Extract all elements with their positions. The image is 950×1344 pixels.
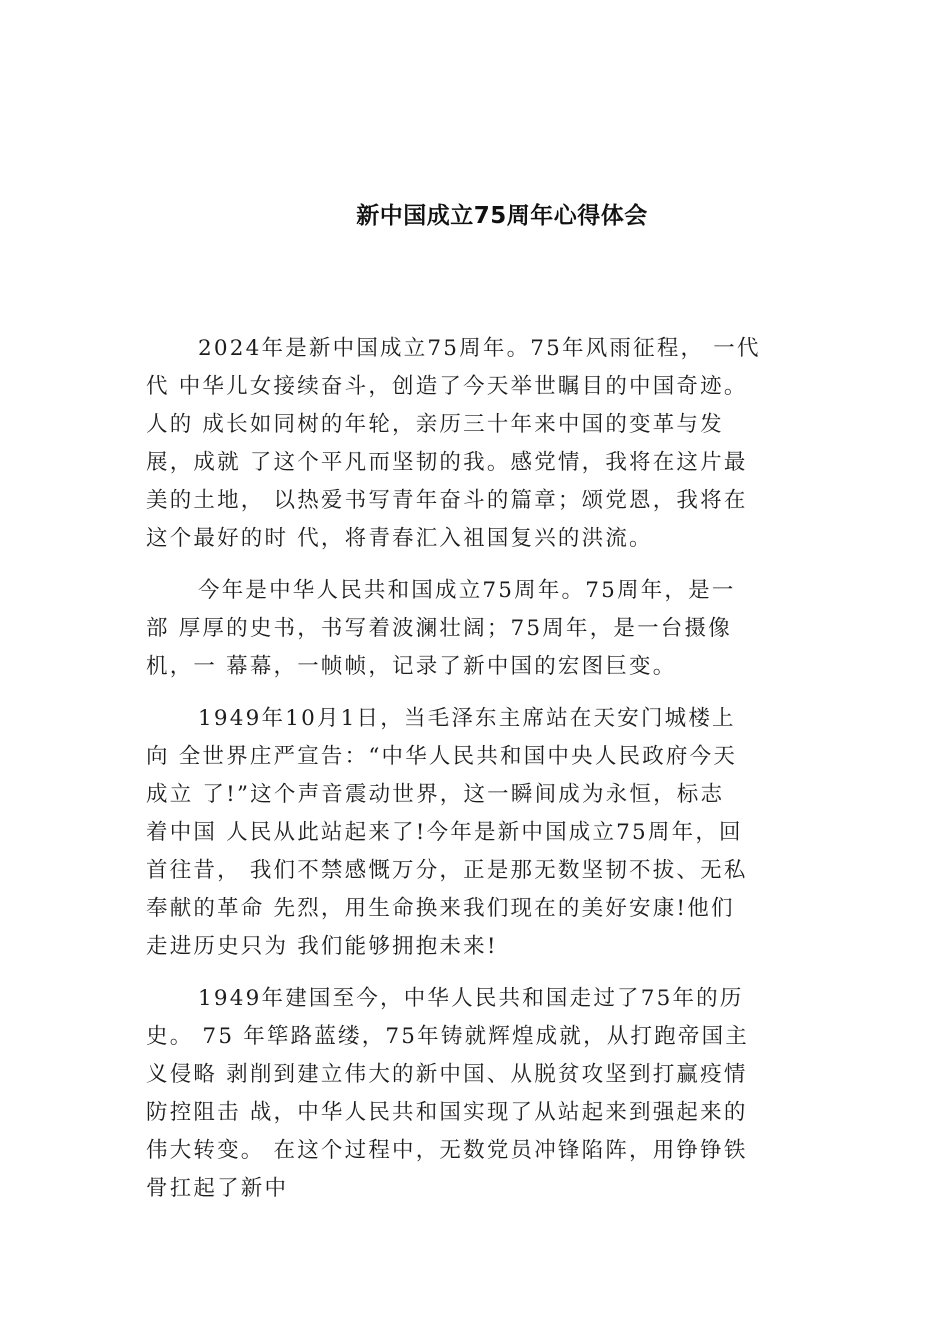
- document-body: [146, 330, 802, 1222]
- text-line: 成立 了!”这个声音震动世界，这一瞬间成为永恒，标志: [146, 782, 725, 807]
- text-line: 今年是中华人民共和国成立75周年。75周年，是一: [198, 578, 736, 603]
- text-line: 1949年建国至今，中华人民共和国走过了75年的历: [198, 986, 744, 1011]
- text-line: 美的土地， 以热爱书写青年奋斗的篇章；颂党恩，我将在: [146, 488, 748, 513]
- paragraph-1: [146, 330, 802, 558]
- text-line: 奉献的革命 先烈，用生命换来我们现在的美好安康!他们: [146, 896, 735, 921]
- text-line: 首往昔， 我们不禁感慨万分，正是那无数坚韧不拔、无私: [146, 858, 748, 883]
- document-title: 新中国成立75周年心得体会: [356, 203, 648, 229]
- text-line: 1949年10月1日，当毛泽东主席站在天安门城楼上: [198, 706, 736, 731]
- text-line: 骨扛起了新中: [146, 1176, 289, 1201]
- text-line: 人的 成长如同树的年轮，亲历三十年来中国的变革与发: [146, 412, 724, 437]
- text-line: 代 中华儿女接续奋斗，创造了今天举世瞩目的中国奇迹。: [146, 374, 748, 399]
- paragraph-2: [146, 572, 802, 686]
- text-line: 部 厚厚的史书，书写着波澜壮阔；75周年，是一台摄像: [146, 616, 732, 641]
- paragraph-3: [146, 700, 802, 966]
- text-line: 走进历史只为 我们能够拥抱未来!: [146, 934, 498, 959]
- text-line: 伟大转变。 在这个过程中，无数党员冲锋陷阵，用铮铮铁: [146, 1138, 748, 1163]
- text-line: 2024年是新中国成立75周年。75年风雨征程， 一代: [198, 336, 761, 361]
- paragraph-4: [146, 980, 802, 1208]
- text-line: 这个最好的时 代，将青春汇入祖国复兴的洪流。: [146, 526, 653, 551]
- text-line: 防控阻击 战，中华人民共和国实现了从站起来到强起来的: [146, 1100, 748, 1125]
- text-line: 着中国 人民从此站起来了!今年是新中国成立75周年，回: [146, 820, 743, 845]
- text-line: 机，一 幕幕，一帧帧，记录了新中国的宏图巨变。: [146, 654, 677, 679]
- text-line: 向 全世界庄严宣告：“中华人民共和国中央人民政府今天: [146, 744, 738, 769]
- text-line: 展，成就 了这个平凡而坚韧的我。感党情，我将在这片最: [146, 450, 748, 475]
- text-line: 义侵略 剥削到建立伟大的新中国、从脱贫攻坚到打赢疫情: [146, 1062, 748, 1087]
- text-line: 史。 75 年筚路蓝缕，75年铸就辉煌成就，从打跑帝国主: [146, 1024, 749, 1049]
